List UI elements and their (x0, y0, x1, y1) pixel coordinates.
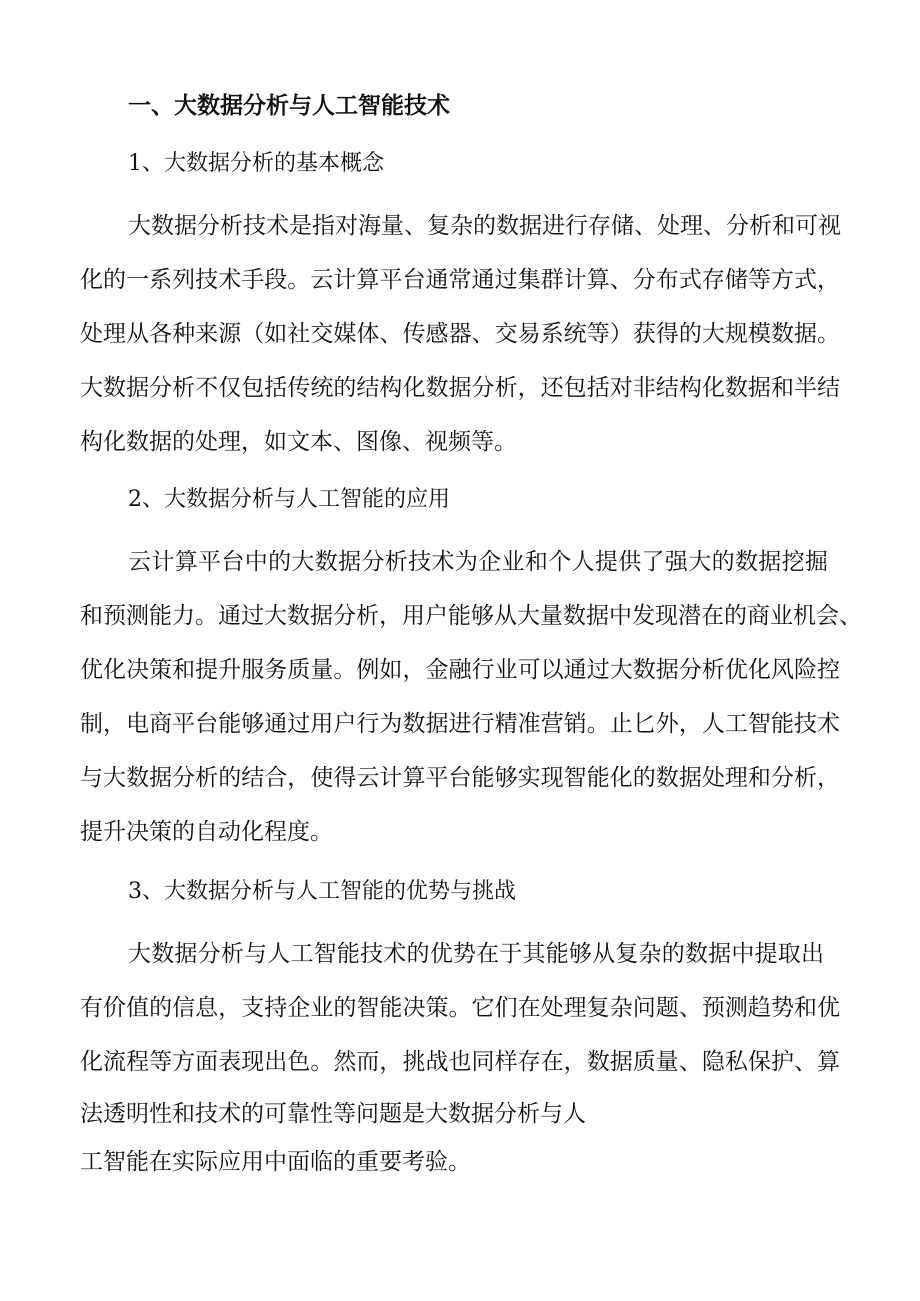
section-2-line-3: 优化决策和提升服务质量。例如，金融行业可以通过大数据分析优化风险控 (80, 657, 840, 683)
page-heading: 一、大数据分析与人工智能技术 (128, 93, 450, 119)
section-3-line-2: 有价值的信息，支持企业的智能决策。它们在处理复杂问题、预测趋势和优 (80, 995, 840, 1021)
section-1-line-2: 化的一系列技术手段。云计算平台通常通过集群计算、分布式存储等方式， (80, 267, 840, 293)
section-2-line-6: 提升决策的自动化程度。 (80, 819, 333, 845)
section-2-line-4: 制，电商平台能够通过用户行为数据进行精准营销。止匕外，人工智能技术 (80, 711, 840, 737)
section-3-line-3: 化流程等方面表现出色。然而，挑战也同样存在，数据质量、隐私保护、算 (80, 1049, 840, 1075)
section-1-line-5: 构化数据的处理，如文本、图像、视频等。 (80, 429, 517, 455)
section-3-title: 3、大数据分析与人工智能的优势与挑战 (128, 879, 516, 904)
section-3-line-5: 工智能在实际应用中面临的重要考验。 (80, 1149, 471, 1175)
section-2-line-2: 和预测能力。通过大数据分析，用户能够从大量数据中发现潜在的商业机会、 (80, 603, 862, 629)
section-3-line-1: 大数据分析与人工智能技术的优势在于其能够从复杂的数据中提取出 (128, 941, 824, 967)
section-3-line-4: 法透明性和技术的可靠性等问题是大数据分析与人 (80, 1101, 586, 1127)
section-2-title: 2、大数据分析与人工智能的应用 (128, 487, 450, 512)
section-1-title: 1、大数据分析的基本概念 (128, 151, 384, 176)
section-1-line-1: 大数据分析技术是指对海量、复杂的数据进行存储、处理、分析和可视 (128, 213, 841, 239)
section-2-line-1: 云计算平台中的大数据分析技术为企业和个人提供了强大的数据挖掘 (128, 549, 828, 575)
section-1-line-3: 处理从各种来源（如社交媒体、传感器、交易系统等）获得的大规模数据。 (80, 321, 840, 347)
section-2-line-5: 与大数据分析的结合，使得云计算平台能够实现智能化的数据处理和分析， (80, 765, 840, 791)
section-1-line-4: 大数据分析不仅包括传统的结构化数据分析，还包括对非结构化数据和半结 (80, 375, 840, 401)
